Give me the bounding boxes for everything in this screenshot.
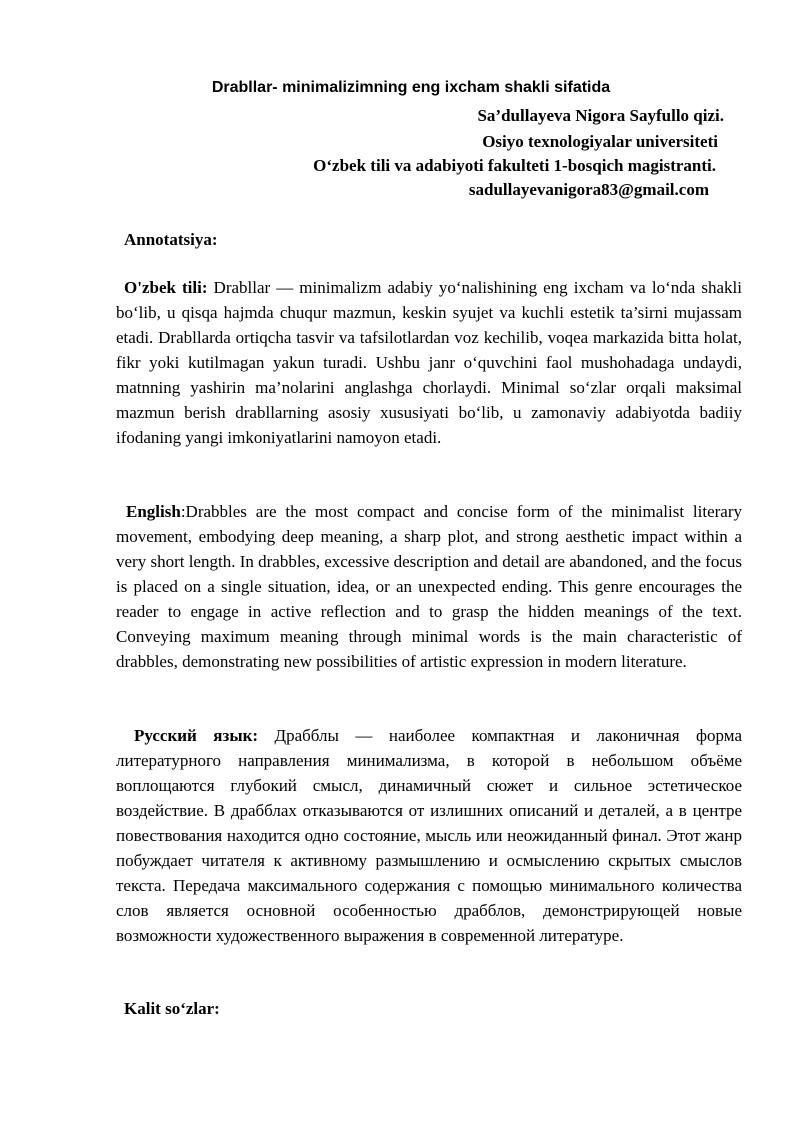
author-university: Osiyo texnologiyalar universiteti: [482, 132, 718, 151]
abstract-uzbek: [116, 275, 742, 450]
author-name: Sa’dullayeva Nigora Sayfullo qizi.: [477, 106, 724, 125]
abstract-russian-label: Русский язык:: [134, 726, 259, 745]
paper-title: Drabllar- minimalizimning eng ixcham shakli sifatida: [211, 79, 611, 96]
abstract-english: [116, 499, 742, 674]
abstract-russian: [116, 723, 742, 948]
author-faculty: O‘zbek tili va adabiyoti fakulteti 1-bosqich magistranti.: [313, 156, 716, 175]
annotation-heading: Annotatsiya:: [124, 230, 218, 249]
abstract-uzbek-text: Drabllar — minimalizm adabiy yo‘nalishining eng ixcham va lo‘nda shakli bo‘lib, u qisqa hajmda chuqur mazmun, keskin syujet va kuchli estetik ta’sirni mujassam etadi. Drabllarda ortiqcha tasvir va tafsilotlardan voz kechilib, voqea markazida bitta holat, fikr yoki kutilmagan yakun turadi. Ushbu janr o‘quvchini faol mushohadaga undaydi, matnning yashirin ma’nolarini anglashga chorlaydi. Minimal so‘zlar orqali maksimal mazmun berish drabllarning asosiy xususiyati bo‘lib, u zamonaviy adabiyotda badiiy ifodaning yangi imkoniyatlarini namoyon etadi.: [116, 278, 742, 447]
abstract-english-text: :Drabbles are the most compact and concise form of the minimalist literary movement, embodying deep meaning, a sharp plot, and strong aesthetic impact within a very short length. In drabbles, excessive description and detail are abandoned, and the focus is placed on a single situation, idea, or an unexpected ending. This genre encourages the reader to engage in active reflection and to grasp the hidden meanings of the text. Conveying maximum meaning through minimal words is the main characteristic of drabbles, demonstrating new possibilities of artistic expression in modern literature.: [116, 502, 742, 671]
abstract-uzbek-label: O'zbek tili:: [124, 278, 208, 297]
abstract-russian-text: Драбблы — наиболее компактная и лаконичная форма литературного направления минимализма, в которой в небольшом объёме воплощаются глубокий смысл, динамичный сюжет и сильное эстетическое воздействие. В драбблах отказываются от излишних описаний и деталей, а в центре повествования находится одно состояние, мысль или неожиданный финал. Этот жанр побуждает читателя к активному размышлению и осмыслению скрытых смыслов текста. Передача максимального содержания с помощью минимального количества слов является основной особенностью драбблов, демонстрирующей новые возможности художественного выражения в современной литературе.: [116, 726, 742, 945]
keywords-heading: Kalit so‘zlar:: [124, 999, 220, 1018]
author-email: sadullayevanigora83@gmail.com: [468, 180, 709, 199]
abstract-english-label: English: [126, 502, 181, 521]
